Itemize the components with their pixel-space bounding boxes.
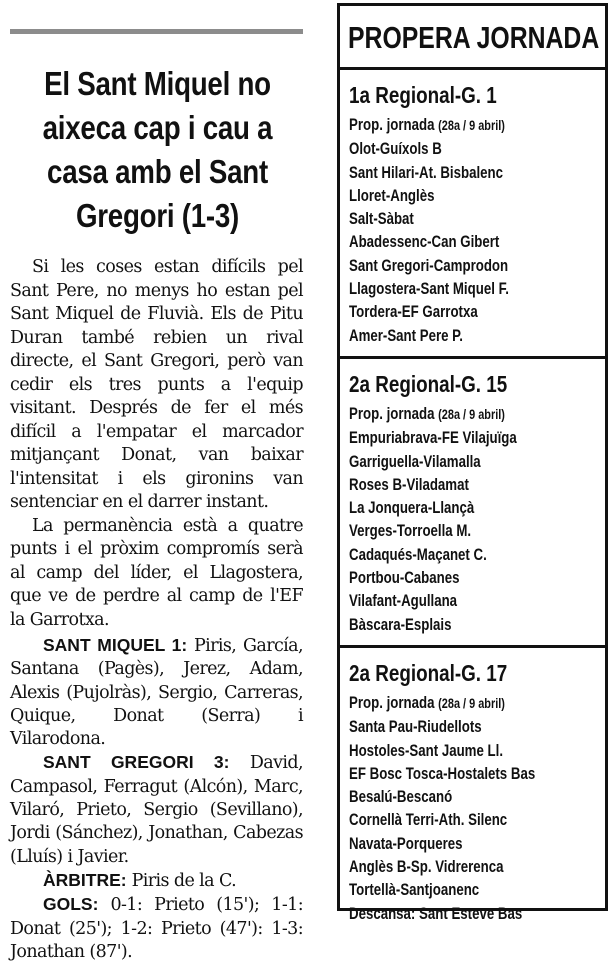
article-headline: El Sant Miquel no aixeca cap i cau a casa amb el Sant Gregori (1-3) bbox=[42, 65, 273, 234]
league-section bbox=[340, 658, 605, 925]
lineup-label: ÀRBITRE: bbox=[43, 869, 127, 890]
fixture: Cornellà Terri-Ath. Silenc bbox=[349, 810, 508, 830]
fixture: Hostoles-Sant Jaume Ll. bbox=[349, 740, 504, 760]
fixture: Tortellà-Santjoanenc bbox=[349, 880, 480, 900]
fixture: Llagostera-Sant Miquel F. bbox=[349, 279, 509, 299]
fixture: Santa Pau-Riudellots bbox=[349, 717, 482, 737]
fixture: Sant Gregori-Camprodon bbox=[349, 255, 509, 275]
fixture: Salt-Sàbat bbox=[349, 209, 414, 229]
box-divider bbox=[340, 645, 605, 648]
lineup-text: 0-1: Prieto (15'); 1-1: Donat (25'); 1-2: Prieto (47'): 1-3: Jonathan (87'). bbox=[10, 895, 303, 962]
fixture: Lloret-Anglès bbox=[349, 185, 435, 205]
match-lineups bbox=[10, 634, 303, 964]
matchday-label: Prop. jornada (28a / 9 abril) bbox=[349, 403, 505, 423]
lineup-label: GOLS: bbox=[43, 894, 99, 915]
fixture: Verges-Torroella M. bbox=[349, 521, 472, 541]
box-divider bbox=[340, 67, 605, 70]
article-paragraph: Si les coses estan difícils pel Sant Pere, no menys ho estan pel Sant Miquel de Fluvià. Els de Pitu Duran també rebien un rival directe, el Sant Gregori, però van cedir els tres punts a l'equip visitant. Després de fer el més difícil a l'empatar el marcador mitjançant Donat, van baixar l'intensitat i els gironins van sentenciar en el darrer instant. bbox=[10, 257, 303, 512]
home-lineup bbox=[10, 634, 303, 751]
fixture: Navata-Porqueres bbox=[349, 833, 463, 853]
league-section bbox=[340, 369, 605, 636]
fixture: Garriguella-Vilamalla bbox=[349, 451, 481, 471]
lineup-text: Piris, García, Santana (Pagès), Jerez, Adam, Alexis (Pujolràs), Sergio, Carreras, Quique, Donat (Serra) i Vilarodona. bbox=[10, 636, 303, 750]
fixture: Portbou-Cabanes bbox=[349, 568, 460, 588]
box-title: PROPERA JORNADA bbox=[348, 20, 600, 55]
fixture: Olot-Guíxols B bbox=[349, 139, 442, 159]
fixture: EF Bosc Tosca-Hostalets Bas bbox=[349, 763, 536, 783]
article-paragraph: La permanència està a quatre punts i el pròxim compromís serà al camp del líder, el Llagostera, que ve de perdre al camp de l'EF la Garrotxa. bbox=[10, 515, 303, 630]
matchday-label: Prop. jornada (28a / 9 abril) bbox=[349, 692, 505, 712]
fixture: Cadaqués-Maçanet C. bbox=[349, 544, 487, 564]
fixture: Descansa: Sant Esteve Bas bbox=[349, 903, 523, 923]
referee-line bbox=[10, 869, 303, 893]
league-section bbox=[340, 80, 605, 347]
fixture: La Jonquera-Llançà bbox=[349, 498, 475, 518]
fixture: Empuriabrava-FE Vilajuïga bbox=[349, 428, 517, 448]
fixture: Bàscara-Esplais bbox=[349, 614, 452, 634]
section-heading: 2a Regional-G. 15 bbox=[349, 370, 508, 397]
section-heading: 1a Regional-G. 1 bbox=[349, 82, 497, 108]
fixture: Amer-Sant Pere P. bbox=[349, 325, 464, 345]
lineup-label: SANT GREGORI 3: bbox=[43, 752, 230, 773]
matchday-label: Prop. jornada (28a / 9 abril) bbox=[349, 115, 505, 134]
fixture: Tordera-EF Garrotxa bbox=[349, 302, 478, 322]
section-heading: 2a Regional-G. 17 bbox=[349, 659, 508, 686]
fixture: Abadessenc-Can Gibert bbox=[349, 232, 500, 252]
box-divider bbox=[340, 356, 605, 359]
fixture: Roses B-Viladamat bbox=[349, 474, 469, 494]
lineup-text: Piris de la C. bbox=[126, 870, 237, 891]
fixture: Besalú-Bescanó bbox=[349, 787, 453, 807]
article-body bbox=[10, 256, 303, 632]
fixture: Vilafant-Agullana bbox=[349, 591, 458, 611]
top-rule bbox=[10, 29, 303, 34]
goals-line bbox=[10, 893, 303, 964]
next-matchday-box bbox=[337, 3, 608, 923]
lineup-label: SANT MIQUEL 1: bbox=[43, 635, 188, 655]
lineup-text: David, Campasol, Ferragut (Alcón), Marc, Vilaró, Prieto, Sergio (Sevillano), Jordi (Sánchez), Jonathan, Cabezas (Lluís) i Javier. bbox=[10, 753, 303, 867]
away-lineup bbox=[10, 751, 303, 868]
fixture: Sant Hilari-At. Bisbalenc bbox=[349, 162, 504, 182]
fixture: Anglès B-Sp. Vidrerenca bbox=[349, 857, 504, 877]
